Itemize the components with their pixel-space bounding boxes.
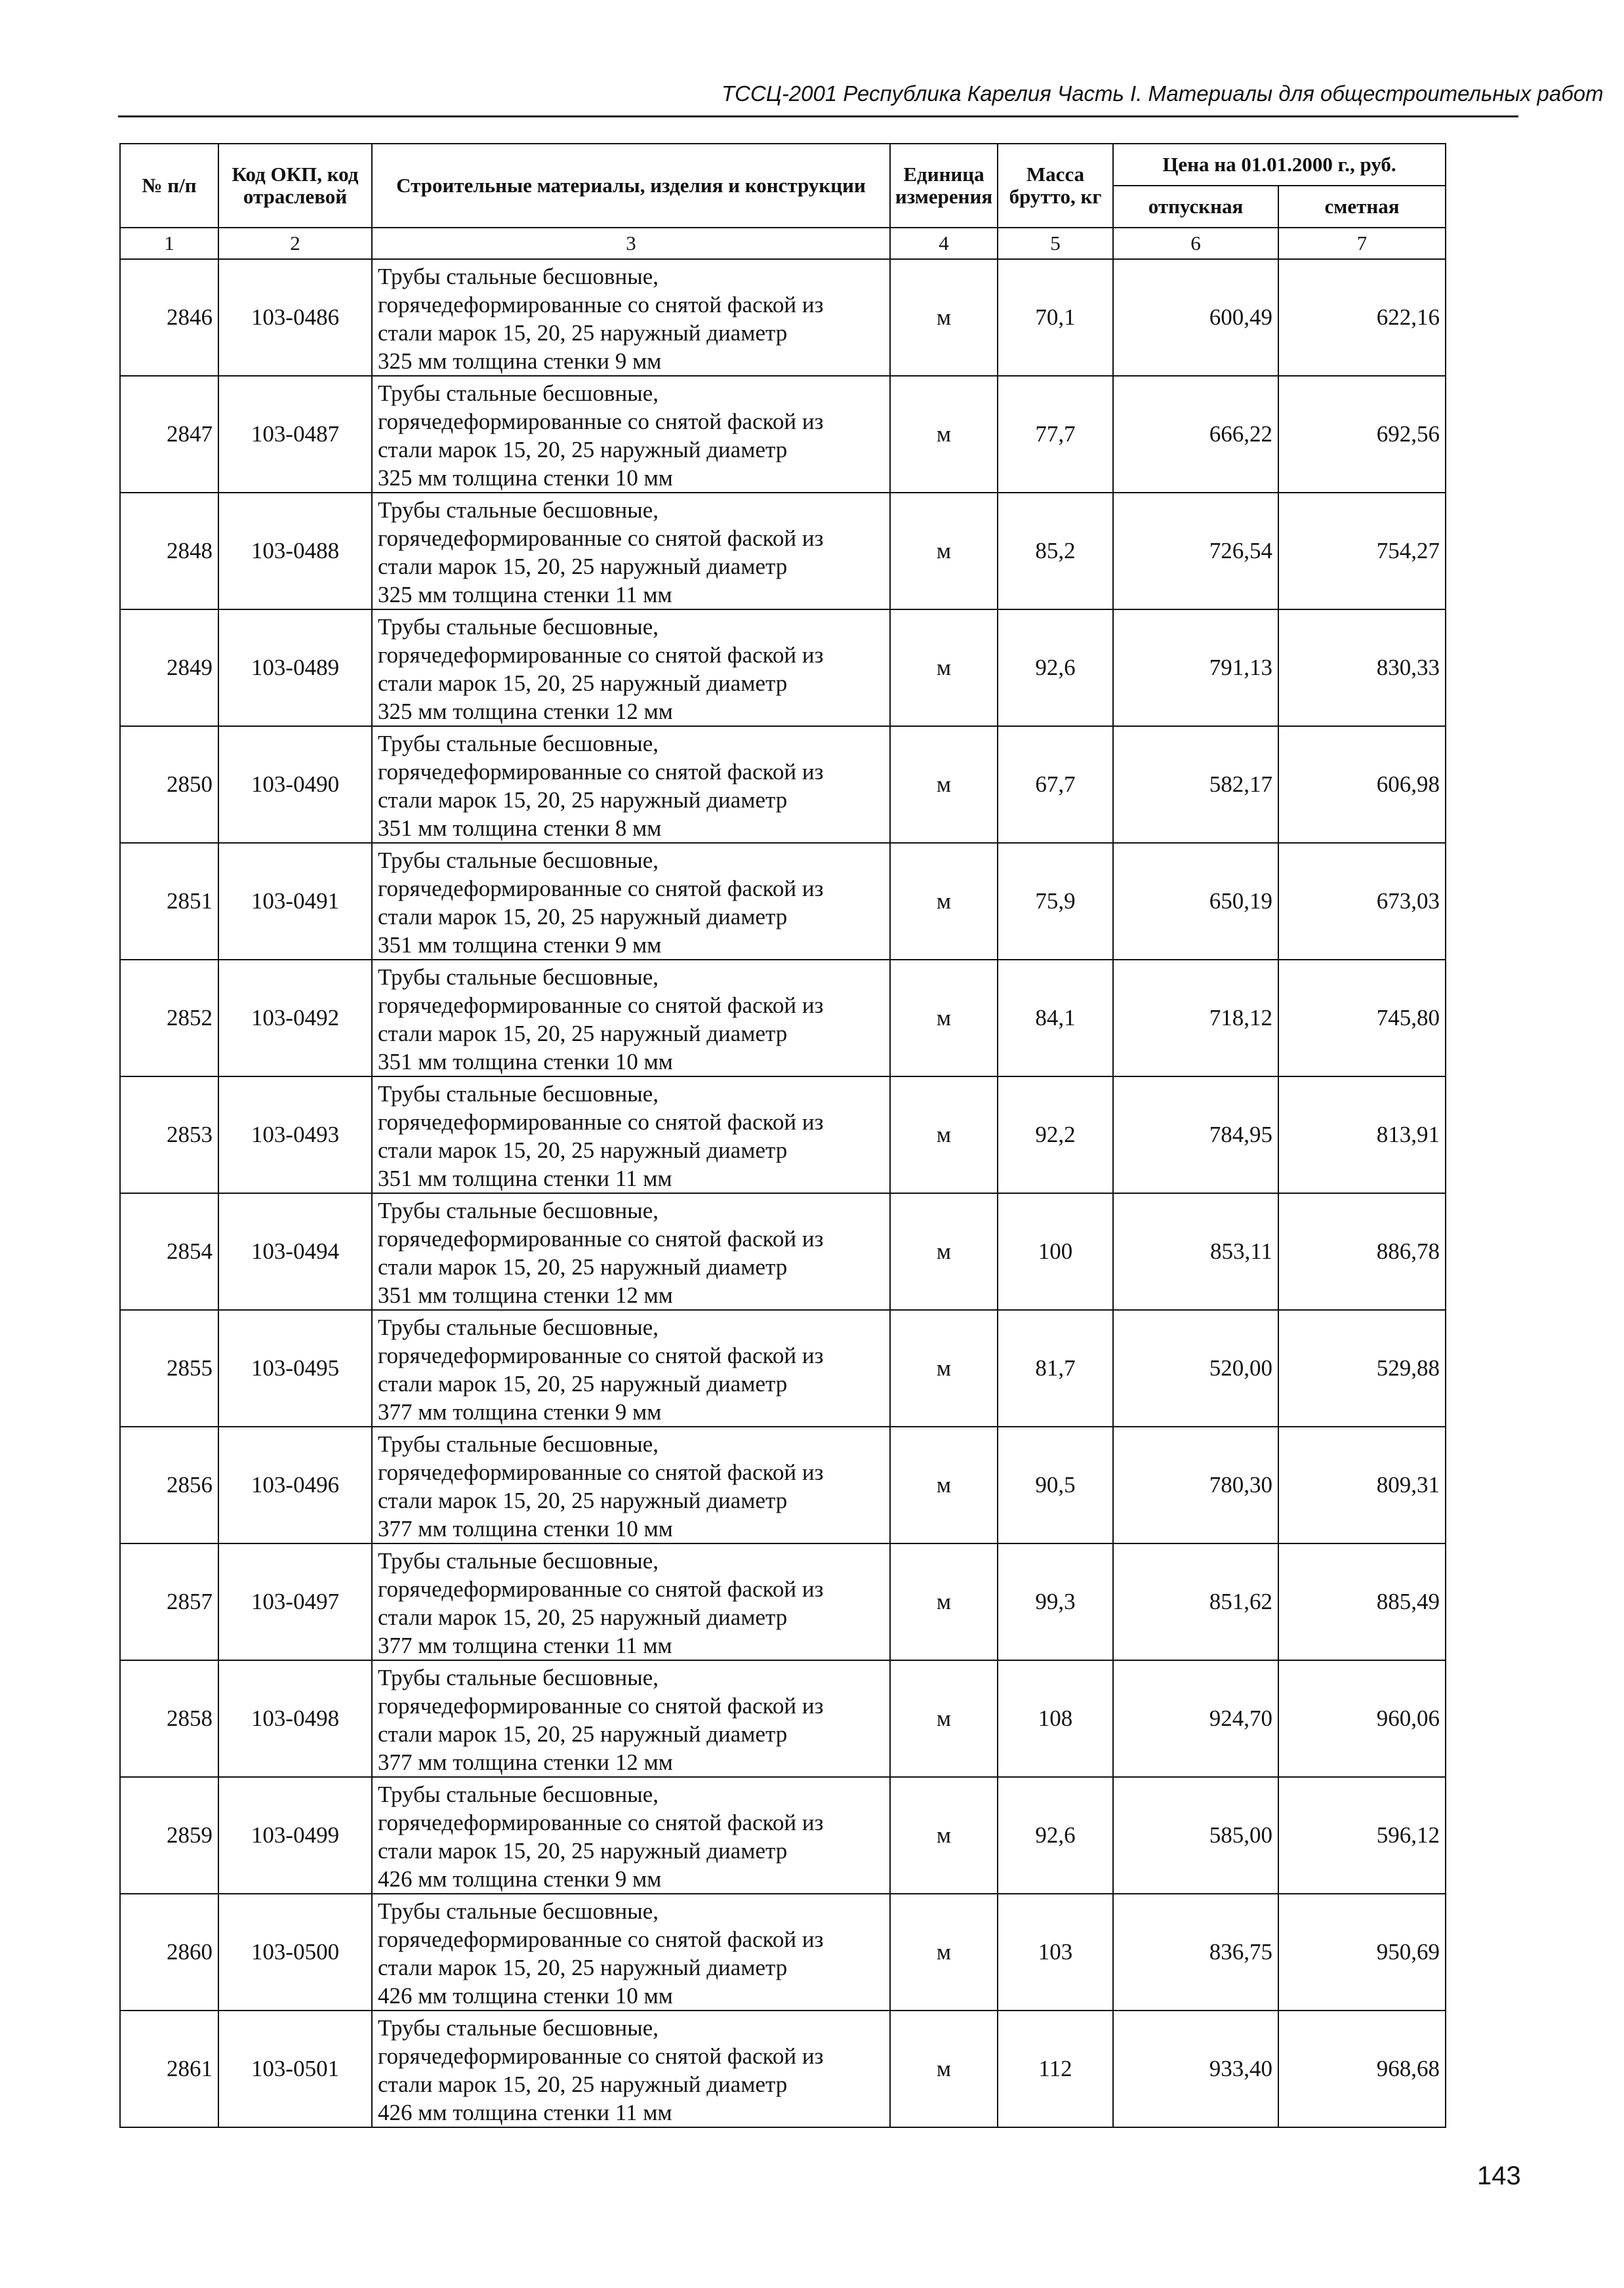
description-line: стали марок 15, 20, 25 наружный диаметр (378, 1955, 788, 1980)
header-material: Строительные материалы, изделия и конструкции (372, 144, 890, 228)
row-mass: 75,9 (998, 843, 1113, 960)
description-line: стали марок 15, 20, 25 наружный диаметр (378, 1488, 788, 1513)
row-price-estimate: 968,68 (1278, 2011, 1446, 2127)
column-number-row (120, 228, 1446, 259)
row-price-release: 600,49 (1113, 259, 1278, 376)
table-row (120, 1543, 1446, 1660)
description-line: Трубы стальные бесшовные, (378, 1081, 659, 1107)
row-description (372, 259, 890, 376)
description-line: 351 мм толщина стенки 11 мм (378, 1166, 672, 1191)
row-description (372, 1076, 890, 1193)
row-code: 103-0491 (218, 843, 372, 960)
header-mass: Масса брутто, кг (998, 144, 1113, 228)
column-number: 7 (1278, 228, 1446, 259)
row-number: 2854 (120, 1193, 218, 1310)
row-description (372, 2011, 890, 2127)
row-number: 2860 (120, 1894, 218, 2011)
description-line: горячедеформированные со снятой фаской из (378, 1576, 824, 1602)
description-line: 351 мм толщина стенки 12 мм (378, 1282, 673, 1308)
row-mass: 103 (998, 1894, 1113, 2011)
row-price-estimate: 692,56 (1278, 376, 1446, 493)
description-line: 325 мм толщина стенки 11 мм (378, 582, 672, 607)
row-price-release: 780,30 (1113, 1427, 1278, 1543)
description-line: Трубы стальные бесшовные, (378, 1431, 659, 1457)
description-line: 351 мм толщина стенки 8 мм (378, 815, 662, 841)
price-table (119, 143, 1446, 2128)
row-price-release: 851,62 (1113, 1543, 1278, 1660)
row-description (372, 1543, 890, 1660)
column-number: 3 (372, 228, 890, 259)
description-line: Трубы стальные бесшовные, (378, 731, 659, 756)
table-row (120, 259, 1446, 376)
description-line: стали марок 15, 20, 25 наружный диаметр (378, 1254, 788, 1280)
description-line: горячедеформированные со снятой фаской из (378, 876, 824, 901)
row-mass: 85,2 (998, 493, 1113, 609)
description-line: стали марок 15, 20, 25 наружный диаметр (378, 320, 788, 346)
row-price-release: 853,11 (1113, 1193, 1278, 1310)
description-line: стали марок 15, 20, 25 наружный диаметр (378, 904, 788, 929)
row-mass: 99,3 (998, 1543, 1113, 1660)
row-number: 2861 (120, 2011, 218, 2127)
row-mass: 108 (998, 1660, 1113, 1777)
row-description (372, 726, 890, 843)
description-line: Трубы стальные бесшовные, (378, 264, 659, 289)
row-unit: м (890, 1543, 998, 1660)
column-number: 1 (120, 228, 218, 259)
row-mass: 112 (998, 2011, 1113, 2127)
row-unit: м (890, 493, 998, 609)
description-line: Трубы стальные бесшовные, (378, 1548, 659, 1574)
row-price-estimate: 813,91 (1278, 1076, 1446, 1193)
description-line: горячедеформированные со снятой фаской из (378, 1693, 824, 1719)
header-price-group: Цена на 01.01.2000 г., руб. (1113, 144, 1446, 186)
table-row (120, 2011, 1446, 2127)
row-price-release: 924,70 (1113, 1660, 1278, 1777)
description-line: 377 мм толщина стенки 9 мм (378, 1399, 662, 1425)
row-unit: м (890, 1193, 998, 1310)
description-line: горячедеформированные со снятой фаской из (378, 2043, 824, 2069)
description-line: Трубы стальные бесшовные, (378, 1782, 659, 1807)
row-price-release: 933,40 (1113, 2011, 1278, 2127)
header-price-estimate: сметная (1278, 186, 1446, 228)
row-code: 103-0499 (218, 1777, 372, 1894)
row-unit: м (890, 609, 998, 726)
row-mass: 92,2 (998, 1076, 1113, 1193)
row-price-estimate: 830,33 (1278, 609, 1446, 726)
row-price-release: 718,12 (1113, 960, 1278, 1076)
description-line: стали марок 15, 20, 25 наружный диаметр (378, 787, 788, 813)
description-line: Трубы стальные бесшовные, (378, 1198, 659, 1223)
description-line: Трубы стальные бесшовные, (378, 964, 659, 990)
description-line: стали марок 15, 20, 25 наружный диаметр (378, 670, 788, 696)
description-line: стали марок 15, 20, 25 наружный диаметр (378, 1604, 788, 1630)
row-code: 103-0493 (218, 1076, 372, 1193)
description-line: горячедеформированные со снятой фаской из (378, 409, 824, 434)
column-number: 6 (1113, 228, 1278, 259)
description-line: Трубы стальные бесшовные, (378, 1315, 659, 1340)
row-mass: 81,7 (998, 1310, 1113, 1427)
row-price-estimate: 754,27 (1278, 493, 1446, 609)
row-price-release: 582,17 (1113, 726, 1278, 843)
row-description (372, 609, 890, 726)
row-number: 2855 (120, 1310, 218, 1427)
row-number: 2847 (120, 376, 218, 493)
row-price-estimate: 885,49 (1278, 1543, 1446, 1660)
row-code: 103-0488 (218, 493, 372, 609)
row-mass: 92,6 (998, 609, 1113, 726)
description-line: горячедеформированные со снятой фаской из (378, 1226, 824, 1252)
row-price-release: 726,54 (1113, 493, 1278, 609)
row-description (372, 1427, 890, 1543)
row-number: 2848 (120, 493, 218, 609)
row-description (372, 960, 890, 1076)
row-number: 2858 (120, 1660, 218, 1777)
description-line: Трубы стальные бесшовные, (378, 848, 659, 873)
row-code: 103-0487 (218, 376, 372, 493)
row-unit: м (890, 1660, 998, 1777)
header-row-top (120, 144, 1446, 186)
description-line: Трубы стальные бесшовные, (378, 2015, 659, 2041)
description-line: горячедеформированные со снятой фаской из (378, 1460, 824, 1485)
row-mass: 92,6 (998, 1777, 1113, 1894)
table-row (120, 726, 1446, 843)
row-number: 2852 (120, 960, 218, 1076)
description-line: 351 мм толщина стенки 10 мм (378, 1049, 673, 1074)
row-number: 2853 (120, 1076, 218, 1193)
description-line: 325 мм толщина стенки 10 мм (378, 465, 673, 491)
description-line: Трубы стальные бесшовные, (378, 1665, 659, 1690)
row-unit: м (890, 960, 998, 1076)
row-number: 2846 (120, 259, 218, 376)
row-price-estimate: 596,12 (1278, 1777, 1446, 1894)
row-price-release: 784,95 (1113, 1076, 1278, 1193)
description-line: 426 мм толщина стенки 9 мм (378, 1866, 662, 1892)
description-line: горячедеформированные со снятой фаской из (378, 1343, 824, 1368)
description-line: 325 мм толщина стенки 9 мм (378, 348, 662, 374)
row-description (372, 1777, 890, 1894)
row-unit: м (890, 843, 998, 960)
row-description (372, 843, 890, 960)
row-code: 103-0492 (218, 960, 372, 1076)
description-line: стали марок 15, 20, 25 наружный диаметр (378, 1838, 788, 1864)
row-unit: м (890, 1427, 998, 1543)
table-row (120, 1076, 1446, 1193)
description-line: 377 мм толщина стенки 12 мм (378, 1749, 673, 1775)
header-num: № п/п (120, 144, 218, 228)
row-mass: 67,7 (998, 726, 1113, 843)
column-number: 4 (890, 228, 998, 259)
header-unit: Единица измерения (890, 144, 998, 228)
table-body (120, 259, 1446, 2127)
column-number: 2 (218, 228, 372, 259)
row-price-estimate: 622,16 (1278, 259, 1446, 376)
row-mass: 70,1 (998, 259, 1113, 376)
row-unit: м (890, 1894, 998, 2011)
row-price-estimate: 809,31 (1278, 1427, 1446, 1543)
description-line: 426 мм толщина стенки 11 мм (378, 2100, 672, 2125)
row-code: 103-0500 (218, 1894, 372, 2011)
table-row (120, 493, 1446, 609)
row-price-estimate: 950,69 (1278, 1894, 1446, 2011)
table-row (120, 1894, 1446, 2011)
description-line: Трубы стальные бесшовные, (378, 497, 659, 523)
row-price-estimate: 745,80 (1278, 960, 1446, 1076)
row-price-estimate: 606,98 (1278, 726, 1446, 843)
table-row (120, 960, 1446, 1076)
row-price-estimate: 673,03 (1278, 843, 1446, 960)
column-number: 5 (998, 228, 1113, 259)
description-line: горячедеформированные со снятой фаской из (378, 992, 824, 1018)
row-number: 2851 (120, 843, 218, 960)
page-number: 143 (1477, 2161, 1521, 2190)
row-unit: м (890, 259, 998, 376)
table-row (120, 1660, 1446, 1777)
row-description (372, 493, 890, 609)
description-line: горячедеформированные со снятой фаской из (378, 642, 824, 668)
row-code: 103-0495 (218, 1310, 372, 1427)
description-line: Трубы стальные бесшовные, (378, 614, 659, 640)
description-line: стали марок 15, 20, 25 наружный диаметр (378, 437, 788, 462)
row-price-estimate: 886,78 (1278, 1193, 1446, 1310)
description-line: стали марок 15, 20, 25 наружный диаметр (378, 1371, 788, 1397)
row-price-release: 520,00 (1113, 1310, 1278, 1427)
description-line: Трубы стальные бесшовные, (378, 380, 659, 406)
table-row (120, 1427, 1446, 1543)
description-line: горячедеформированные со снятой фаской из (378, 759, 824, 785)
row-code: 103-0490 (218, 726, 372, 843)
header-code: Код ОКП, код отраслевой (218, 144, 372, 228)
row-number: 2850 (120, 726, 218, 843)
row-number: 2849 (120, 609, 218, 726)
row-code: 103-0496 (218, 1427, 372, 1543)
row-mass: 84,1 (998, 960, 1113, 1076)
price-table-container (119, 143, 1446, 2128)
row-price-release: 791,13 (1113, 609, 1278, 726)
row-code: 103-0494 (218, 1193, 372, 1310)
header-price-release: отпускная (1113, 186, 1278, 228)
table-row (120, 1193, 1446, 1310)
description-line: горячедеформированные со снятой фаской из (378, 1927, 824, 1952)
row-unit: м (890, 726, 998, 843)
row-price-estimate: 960,06 (1278, 1660, 1446, 1777)
table-row (120, 843, 1446, 960)
row-unit: м (890, 376, 998, 493)
row-code: 103-0497 (218, 1543, 372, 1660)
row-unit: м (890, 2011, 998, 2127)
row-description (372, 1894, 890, 2011)
row-code: 103-0498 (218, 1660, 372, 1777)
description-line: 377 мм толщина стенки 11 мм (378, 1633, 672, 1658)
row-number: 2857 (120, 1543, 218, 1660)
row-description (372, 1310, 890, 1427)
description-line: горячедеформированные со снятой фаской из (378, 292, 824, 317)
table-row (120, 609, 1446, 726)
row-number: 2856 (120, 1427, 218, 1543)
row-price-release: 650,19 (1113, 843, 1278, 960)
header-rule (118, 115, 1518, 117)
description-line: 377 мм толщина стенки 10 мм (378, 1516, 673, 1542)
description-line: стали марок 15, 20, 25 наружный диаметр (378, 2072, 788, 2097)
row-price-estimate: 529,88 (1278, 1310, 1446, 1427)
row-number: 2859 (120, 1777, 218, 1894)
row-description (372, 376, 890, 493)
table-row (120, 1777, 1446, 1894)
description-line: стали марок 15, 20, 25 наружный диаметр (378, 1137, 788, 1163)
description-line: Трубы стальные бесшовные, (378, 1898, 659, 1924)
row-description (372, 1660, 890, 1777)
row-code: 103-0489 (218, 609, 372, 726)
page-header: ТССЦ-2001 Республика Карелия Часть I. Материалы для общестроительных работ (721, 81, 1604, 106)
row-unit: м (890, 1076, 998, 1193)
description-line: 325 мм толщина стенки 12 мм (378, 699, 673, 724)
row-unit: м (890, 1777, 998, 1894)
table-row (120, 1310, 1446, 1427)
row-price-release: 666,22 (1113, 376, 1278, 493)
row-price-release: 836,75 (1113, 1894, 1278, 2011)
description-line: стали марок 15, 20, 25 наружный диаметр (378, 1721, 788, 1747)
row-mass: 100 (998, 1193, 1113, 1310)
description-line: стали марок 15, 20, 25 наружный диаметр (378, 554, 788, 579)
row-unit: м (890, 1310, 998, 1427)
row-code: 103-0486 (218, 259, 372, 376)
table-row (120, 376, 1446, 493)
description-line: горячедеформированные со снятой фаской из (378, 525, 824, 551)
row-mass: 90,5 (998, 1427, 1113, 1543)
description-line: 351 мм толщина стенки 9 мм (378, 932, 662, 958)
row-code: 103-0501 (218, 2011, 372, 2127)
row-mass: 77,7 (998, 376, 1113, 493)
description-line: горячедеформированные со снятой фаской из (378, 1109, 824, 1135)
description-line: стали марок 15, 20, 25 наружный диаметр (378, 1021, 788, 1046)
row-price-release: 585,00 (1113, 1777, 1278, 1894)
row-description (372, 1193, 890, 1310)
description-line: 426 мм толщина стенки 10 мм (378, 1983, 673, 2009)
description-line: горячедеформированные со снятой фаской из (378, 1810, 824, 1835)
